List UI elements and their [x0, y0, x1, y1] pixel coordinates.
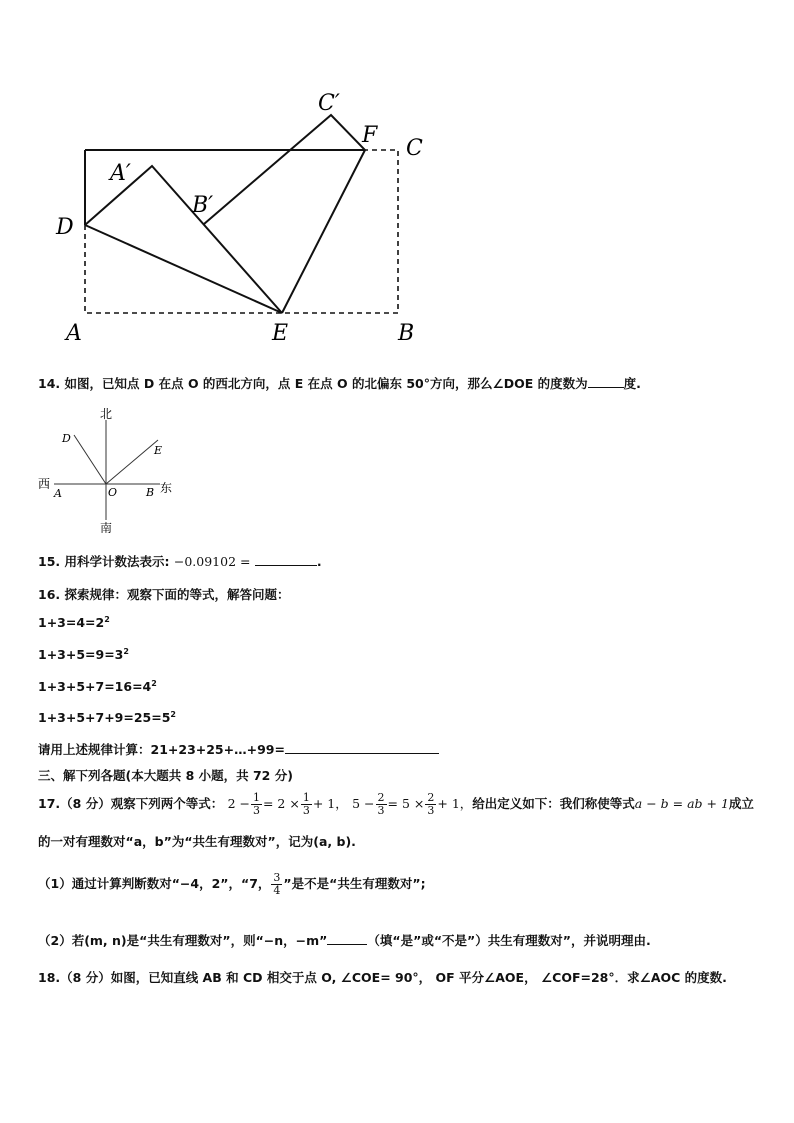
folded-triangle [85, 166, 282, 313]
label-a: A [54, 487, 62, 500]
question-14 [38, 374, 641, 392]
label-b-prime: B′ [192, 193, 214, 218]
question-number: 14. [38, 376, 61, 391]
label-b: B [398, 321, 415, 346]
question-suffix: . [316, 554, 322, 569]
label-c: C [406, 136, 423, 161]
fold-figure [40, 80, 460, 350]
question-17-part2: （2）若(m, n)是“共生有理数对”，则“−n，−m” （填“是”或“不是”）共生有理数对”，并说明理由. [38, 933, 651, 948]
question-16 [38, 585, 290, 603]
label-a: A [66, 321, 82, 346]
question-17-part1: （1）通过计算判断数对“−4，2”，“7， $\frac{3}{4}$ ”是不是“共生有理数对”; [38, 871, 426, 897]
ray-od [74, 435, 106, 484]
label-south: 南 [100, 521, 113, 534]
question-18 [38, 968, 727, 986]
question-text: 用科学计数法表示: [64, 554, 170, 569]
label-c-prime: C′ [318, 91, 340, 116]
compass-figure [36, 404, 176, 534]
answer-blank[interactable] [327, 932, 367, 945]
label-d: D [56, 215, 74, 240]
label-a-prime: A′ [110, 161, 131, 186]
question-text: 如图，已知点 D 在点 O 的西北方向，点 E 在点 O 的北偏东 50°方向，那么∠DOE 的度数为 [64, 376, 588, 391]
question-17: 17.（8 分）观察下列两个等式： 2 − $\frac{1}{3}$ = 2 × $\frac{1}{3}$ + 1， 5 − $\frac{2}{3}$ = 5 × $\frac{2}{3}$ + 1，给出定义如下：我们称使等式a − b = ab + 1成立 [38, 791, 754, 817]
question-text: 请用上述规律计算：21+23+25+…+99= [38, 742, 285, 757]
dashed-rectangle [85, 150, 398, 313]
label-north: 北 [100, 407, 113, 421]
question-number: 17.（8 分） [38, 796, 111, 811]
label-d: D [62, 432, 71, 445]
label-f: F [362, 123, 378, 148]
math-expression: −0.09102 = [173, 554, 251, 569]
label-o: O [108, 486, 118, 499]
answer-blank[interactable] [588, 375, 624, 388]
fraction: $\frac{2}{3}$ [427, 791, 435, 817]
question-number: 15. [38, 554, 61, 569]
label-e: E [272, 321, 289, 346]
label-b: B [146, 486, 155, 499]
section-title: 三、解下列各题(本大题共 8 小题，共 72 分) [38, 768, 293, 783]
label-east: 东 [160, 481, 173, 495]
fraction: $\frac{2}{3}$ [377, 791, 385, 817]
fraction: $\frac{1}{3}$ [252, 791, 260, 817]
ray-oe [106, 440, 158, 484]
answer-blank[interactable] [255, 553, 317, 566]
question-text: 如图，已知直线 AB 和 CD 相交于点 O, ∠COE= 90°， OF 平分∠AOE， ∠COF=28°．求∠AOC 的度数. [110, 970, 727, 985]
folded-quad [204, 115, 365, 313]
equation-4: $1+3+5+7+9=25=5^2$ [38, 710, 176, 726]
segment-d-e [85, 225, 282, 313]
answer-blank[interactable] [285, 741, 439, 754]
equation-2: $1+3+5=9=3^2$ [38, 647, 129, 663]
label-e: E [154, 444, 163, 457]
question-number: 16. [38, 587, 61, 602]
question-17-line2: 的一对有理数对“a，b”为“共生有理数对”，记为(a, b). [38, 834, 356, 849]
fraction: $\frac{1}{3}$ [302, 791, 310, 817]
label-west: 西 [38, 477, 51, 491]
fraction: $\frac{3}{4}$ [273, 871, 281, 897]
equation-1: $1+3=4=2^2$ [38, 615, 110, 631]
question-number: 18.（8 分） [38, 970, 111, 985]
question-text: 探索规律：观察下面的等式，解答问题： [64, 587, 290, 602]
question-text: 观察下列两个等式： [110, 796, 224, 811]
equation-3: $1+3+5+7=16=4^2$ [38, 679, 157, 695]
question-15 [38, 552, 322, 570]
question-suffix: 度. [623, 376, 641, 391]
question-16-ask [38, 740, 439, 758]
